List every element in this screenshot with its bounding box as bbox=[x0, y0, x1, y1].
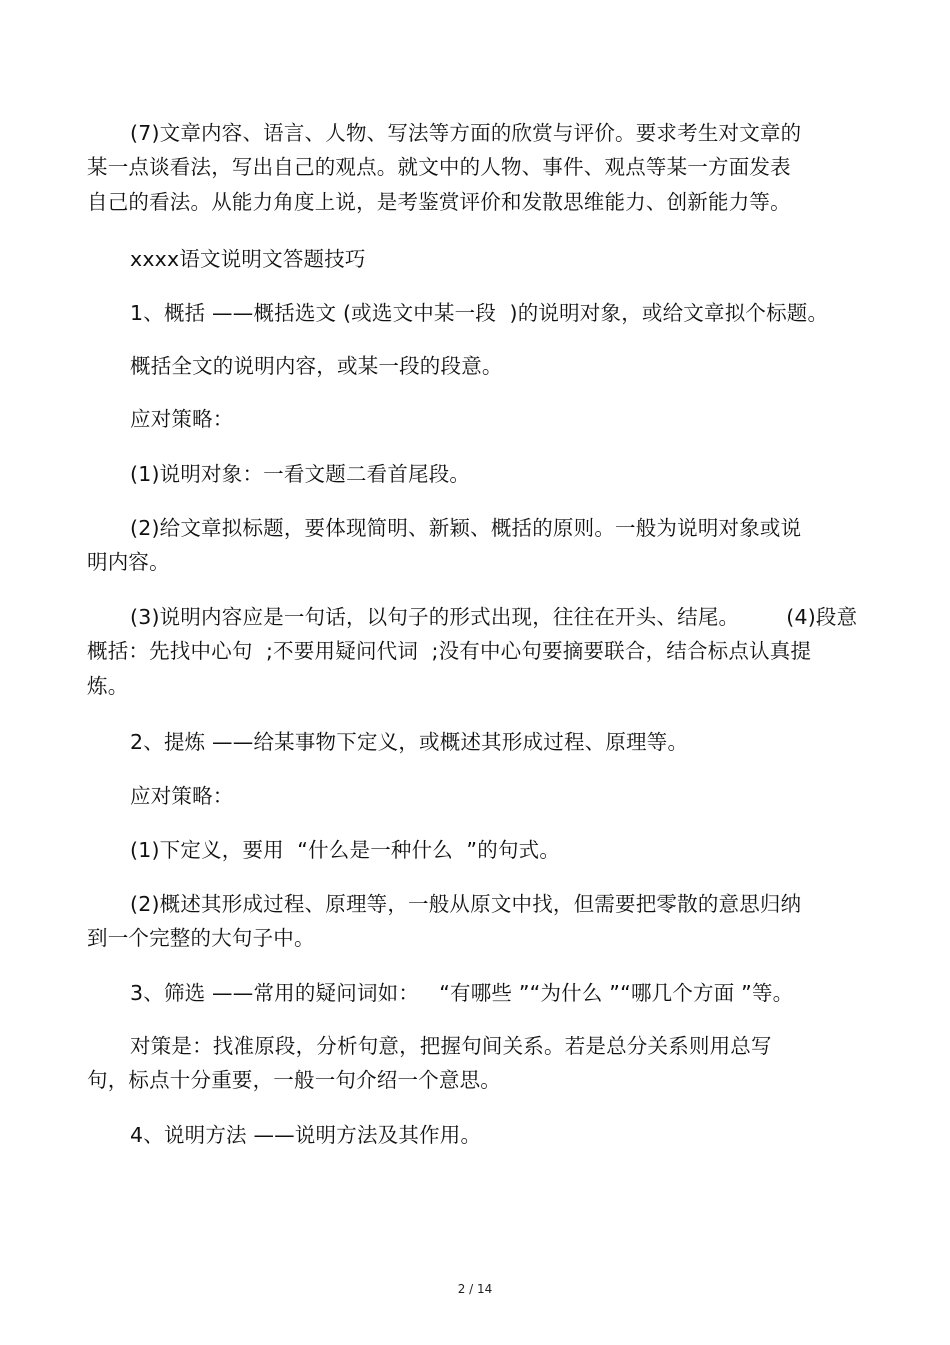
paragraph-line: 应对策略： bbox=[130, 784, 234, 808]
paragraph-line: 应对策略： bbox=[130, 407, 234, 431]
paragraph-line: 3、筛选 ——常用的疑问词如： “有哪些 ”“为什么 ”“哪几个方面 ”等。 bbox=[130, 981, 794, 1005]
page-number: 2 / 14 bbox=[457, 1282, 493, 1296]
paragraph-line: 2、提炼 ——给某事物下定义，或概述其形成过程、原理等。 bbox=[130, 730, 689, 754]
paragraph-line: (1)下定义，要用 “什么是一种什么 ”的句式。 bbox=[130, 838, 561, 862]
paragraph-line: 自己的看法。从能力角度上说，是考鉴赏评价和发散思维能力、创新能力等。 bbox=[87, 190, 791, 214]
paragraph-line: (1)说明对象：一看文题二看首尾段。 bbox=[130, 462, 471, 486]
paragraph-line: 1、概括 ——概括选文 (或选文中某一段 )的说明对象，或给文章拟个标题。 bbox=[130, 301, 829, 325]
paragraph-line: (2)给文章拟标题，要体现简明、新颖、概括的原则。一般为说明对象或说 bbox=[130, 516, 802, 540]
paragraph-line: 明内容。 bbox=[87, 550, 170, 574]
paragraph-line: 对策是：找准原段，分析句意，把握句间关系。若是总分关系则用总写 bbox=[130, 1034, 772, 1058]
paragraph-line: 炼。 bbox=[87, 674, 129, 698]
paragraph-line: (3)说明内容应是一句话，以句子的形式出现，往往在开头、结尾。 (4)段意 bbox=[130, 605, 858, 629]
paragraph-line: 概括全文的说明内容，或某一段的段意。 bbox=[130, 354, 503, 378]
paragraph-line: (2)概述其形成过程、原理等，一般从原文中找，但需要把零散的意思归纳 bbox=[130, 892, 802, 916]
paragraph-line: 句，标点十分重要，一般一句介绍一个意思。 bbox=[87, 1068, 501, 1092]
paragraph-line: (7)文章内容、语言、人物、写法等方面的欣赏与评价。要求考生对文章的 bbox=[130, 121, 802, 145]
section-heading: xxxx语文说明文答题技巧 bbox=[130, 247, 366, 271]
paragraph-line: 概括：先找中心句 ;不要用疑问代词 ;没有中心句要摘要联合，结合标点认真提 bbox=[87, 639, 812, 663]
paragraph-line: 到一个完整的大句子中。 bbox=[87, 926, 315, 950]
paragraph-line: 4、说明方法 ——说明方法及其作用。 bbox=[130, 1123, 482, 1147]
paragraph-line: 某一点谈看法，写出自己的观点。就文中的人物、事件、观点等某一方面发表 bbox=[87, 155, 791, 179]
